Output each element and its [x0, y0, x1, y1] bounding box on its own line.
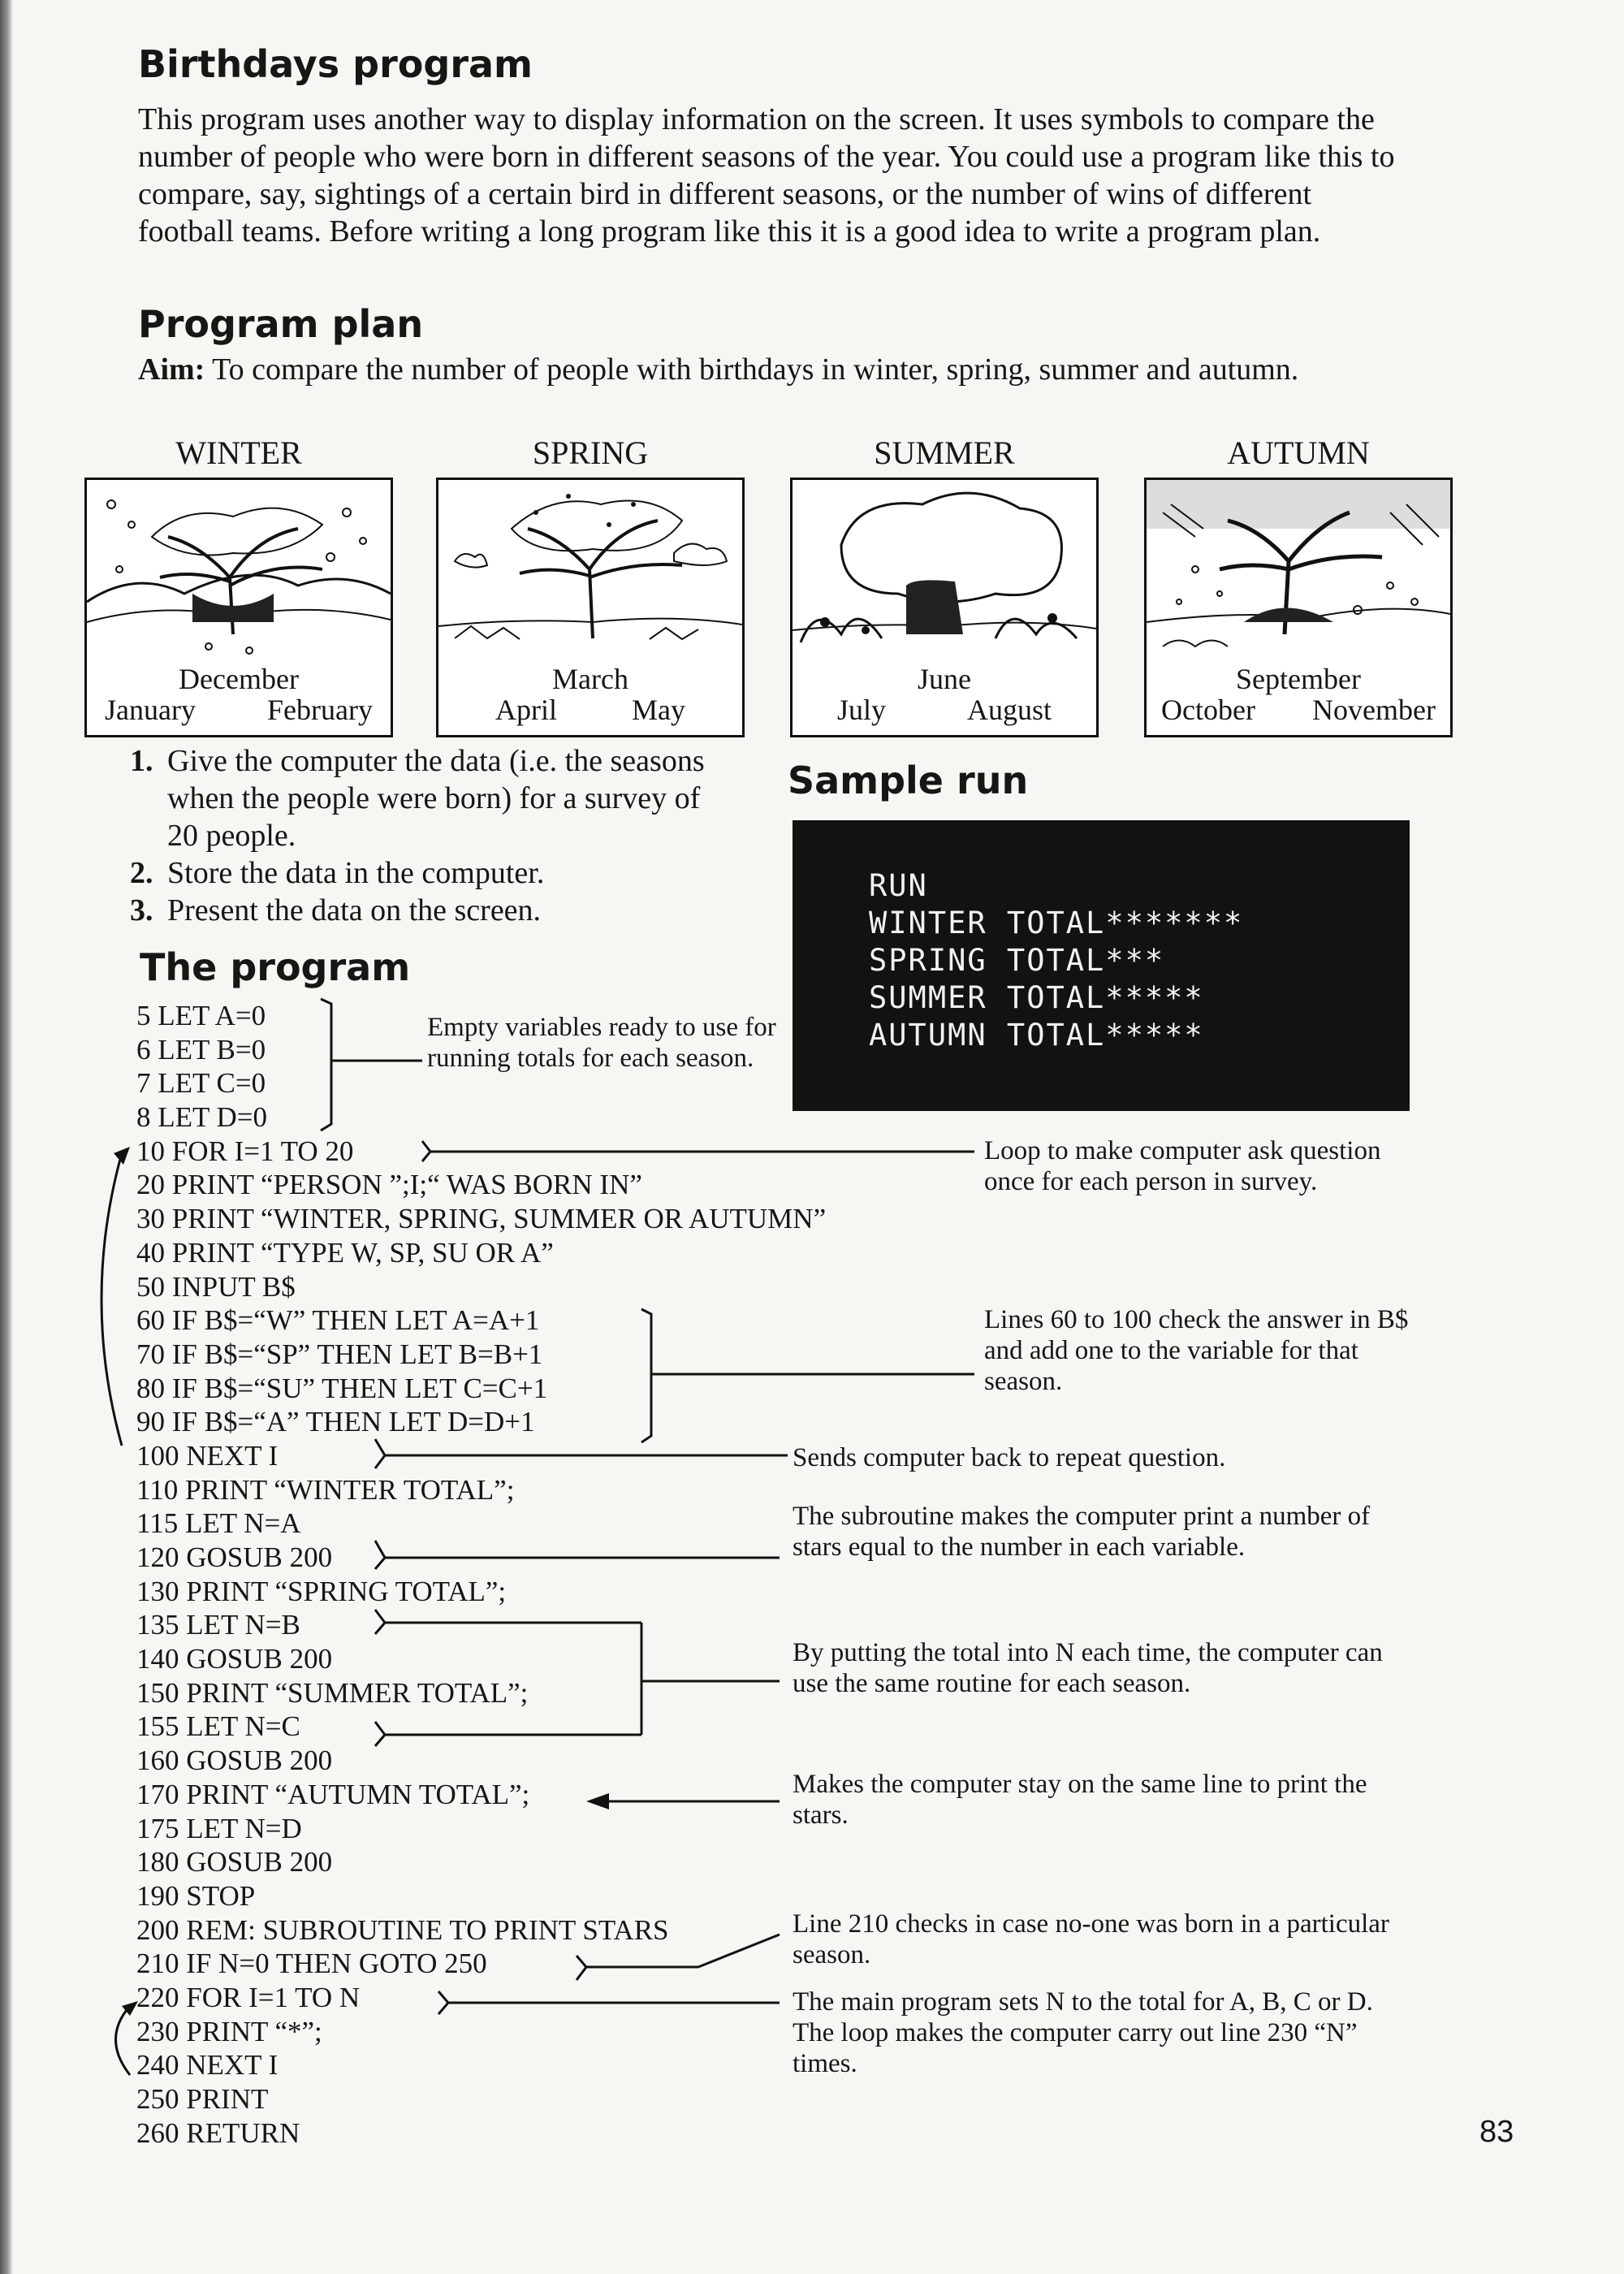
- code-line: 20 PRINT “PERSON ”;I;“ WAS BORN IN”: [136, 1169, 642, 1201]
- code-line: 100 NEXT I: [136, 1439, 279, 1472]
- sample-run-heading: Sample run: [788, 759, 1029, 802]
- spring-month-2: April: [495, 694, 557, 726]
- code-line: 30 PRINT “WINTER, SPRING, SUMMER OR AUTUMN”: [136, 1203, 827, 1235]
- code-line: 40 PRINT “TYPE W, SP, SU OR A”: [136, 1236, 554, 1269]
- code-line: 130 PRINT “SPRING TOTAL”;: [136, 1575, 507, 1607]
- code-line: 5 LET A=0: [136, 1000, 266, 1031]
- code-line: 210 IF N=0 THEN GOTO 250: [136, 1948, 487, 1980]
- sample-line-winter: WINTER TOTAL*******: [869, 906, 1244, 940]
- intro-paragraph: This program uses another way to display information on the screen. It uses symbols to compare the number of people who were born in different seasons of the year. You could use a program like this to compare, say, sightings of a certain bird in different seasons, or the number of wins of different football teams. Before writing a long program like this it is a good idea to write a program plan.: [138, 102, 1395, 249]
- note-check-answer: Lines 60 to 100 check the answer in B$ and add one to the variable for that season.: [984, 1305, 1409, 1396]
- autumn-month-3: November: [1312, 694, 1436, 726]
- season-label-autumn: AUTUMN: [1227, 434, 1370, 471]
- aim-text: To compare the number of people with birthdays in winter, spring, summer and autumn.: [205, 352, 1299, 387]
- code-line: 190 STOP: [136, 1879, 256, 1912]
- code-line: 60 IF B$=“W” THEN LET A=A+1: [136, 1304, 540, 1337]
- plan-step-3-text: Present the data on the screen.: [167, 893, 542, 927]
- sample-line-run: RUN: [869, 868, 928, 903]
- plan-step-2-number: 2.: [130, 856, 153, 890]
- season-label-summer: SUMMER: [874, 434, 1015, 471]
- code-line: 180 GOSUB 200: [136, 1846, 333, 1878]
- code-line: 155 LET N=C: [136, 1710, 300, 1743]
- code-line: 135 LET N=B: [136, 1609, 300, 1641]
- code-line: 170 PRINT “AUTUMN TOTAL”;: [136, 1778, 530, 1810]
- code-line: 240 NEXT I: [136, 2049, 279, 2082]
- note-total-into-n: By putting the total into N each time, the computer can use the same routine for each season.: [793, 1638, 1383, 1698]
- code-line: 50 INPUT B$: [136, 1270, 296, 1303]
- code-line: 175 LET N=D: [136, 1812, 302, 1844]
- sample-line-summer: SUMMER TOTAL*****: [869, 980, 1204, 1015]
- note-loop: Loop to make computer ask question once for each person in survey.: [984, 1136, 1381, 1196]
- note-empty-variables: Empty variables ready to use for running totals for each season.: [427, 1013, 776, 1073]
- code-line: 140 GOSUB 200: [136, 1643, 333, 1675]
- plan-step-2-text: Store the data in the computer.: [167, 856, 545, 890]
- program-heading: The program: [140, 945, 411, 989]
- note-line-210: Line 210 checks in case no-one was born in a particular season.: [793, 1909, 1389, 1969]
- code-line: 230 PRINT “*”;: [136, 2015, 322, 2047]
- code-line: 115 LET N=A: [136, 1507, 301, 1540]
- code-line: 7 LET C=0: [136, 1067, 266, 1100]
- plan-heading: Program plan: [138, 302, 424, 346]
- sample-line-autumn: AUTUMN TOTAL*****: [869, 1018, 1204, 1053]
- code-line: 220 FOR I=1 TO N: [136, 1981, 361, 2013]
- note-subroutine: The subroutine makes the computer print a number of stars equal to the number in each variable.: [793, 1502, 1371, 1562]
- code-line: 260 RETURN: [136, 2116, 300, 2149]
- code-line: 160 GOSUB 200: [136, 1744, 333, 1777]
- note-same-line: Makes the computer stay on the same line to print the stars.: [793, 1770, 1367, 1830]
- code-line: 150 PRINT “SUMMER TOTAL”;: [136, 1676, 529, 1709]
- plan-step-1-number: 1.: [130, 744, 153, 778]
- code-line: 120 GOSUB 200: [136, 1541, 333, 1573]
- winter-month-2: January: [105, 694, 196, 726]
- season-label-winter: WINTER: [175, 434, 302, 471]
- page-number: 83: [1479, 2115, 1514, 2149]
- aim-label: Aim:: [138, 352, 205, 387]
- note-main-program: The main program sets N to the total for A, B, C or D. The loop makes the computer carry out line 230 “N” times.: [793, 1987, 1373, 2078]
- code-line: 110 PRINT “WINTER TOTAL”;: [136, 1473, 515, 1506]
- page-title: Birthdays program: [138, 42, 533, 86]
- spring-month-3: May: [632, 694, 685, 726]
- sample-line-spring: SPRING TOTAL***: [869, 943, 1165, 978]
- spring-month-1: March: [552, 663, 628, 695]
- winter-month-3: February: [267, 694, 373, 726]
- note-sends-back: Sends computer back to repeat question.: [793, 1443, 1226, 1472]
- autumn-month-2: October: [1161, 694, 1255, 726]
- season-label-spring: SPRING: [532, 434, 649, 471]
- code-line: 80 IF B$=“SU” THEN LET C=C+1: [136, 1372, 548, 1404]
- plan-step-1-text: Give the computer the data (i.e. the seasons when the people were born) for a survey of 20 people.: [167, 744, 705, 853]
- code-line: 90 IF B$=“A” THEN LET D=D+1: [136, 1406, 535, 1438]
- summer-month-1: June: [918, 663, 971, 695]
- code-line: 10 FOR I=1 TO 20: [136, 1135, 354, 1167]
- autumn-month-1: September: [1236, 663, 1361, 695]
- plan-step-3-number: 3.: [130, 893, 153, 927]
- code-line: 6 LET B=0: [136, 1033, 266, 1066]
- code-line: 8 LET D=0: [136, 1101, 268, 1134]
- winter-month-1: December: [179, 663, 299, 695]
- code-line: 200 REM: SUBROUTINE TO PRINT STARS: [136, 1913, 669, 1946]
- summer-month-3: August: [966, 694, 1052, 726]
- code-line: 250 PRINT: [136, 2083, 269, 2115]
- code-line: 70 IF B$=“SP” THEN LET B=B+1: [136, 1338, 543, 1370]
- summer-month-2: July: [837, 694, 887, 726]
